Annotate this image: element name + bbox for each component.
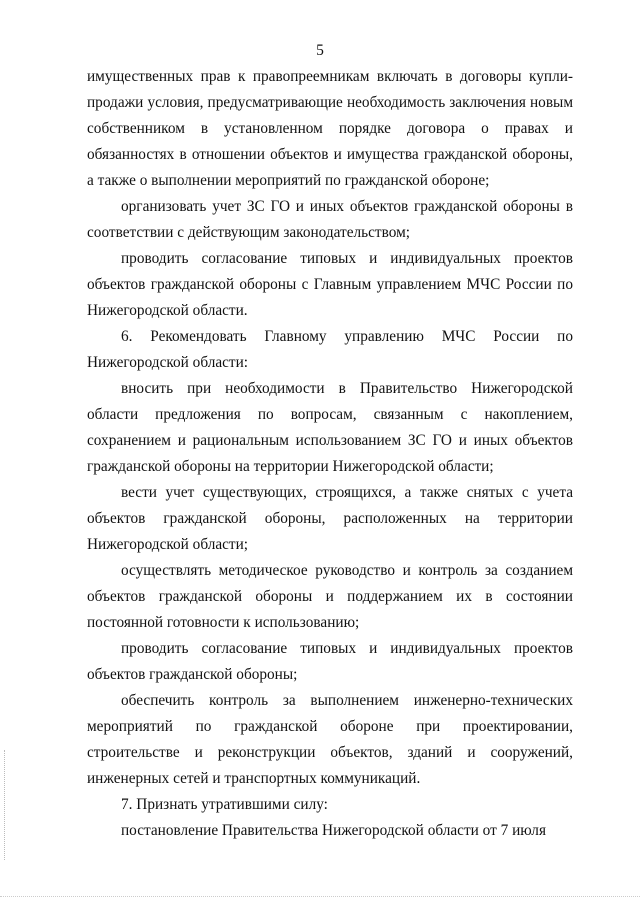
paragraph: имущественных прав к правопреемникам включать в договоры купли-продажи условия, предусматривающие необходимость заключения новым собственником в установленном порядке договора о правах и обязанностях в отношении объектов и имущества гражданской обороны, а также о выполнении мероприятий по гражданской обороне; bbox=[87, 68, 573, 189]
paragraph-item-7: 7. Признать утратившими силу: bbox=[121, 796, 328, 813]
paragraph-item-6: 6. Рекомендовать Главному управлению МЧС России по Нижегородской области: bbox=[87, 328, 573, 371]
paragraph: осуществлять методическое руководство и контроль за созданием объектов гражданской обороны и поддержанием их в состоянии постоянной готовности к использованию; bbox=[87, 562, 573, 631]
paragraph: обеспечить контроль за выполнением инженерно-технических мероприятий по гражданской обороне при проектировании, строительстве и реконструкции объектов, зданий и сооружений, инженерных сетей и транспортных коммуникаций. bbox=[87, 692, 573, 787]
scan-edge-marks bbox=[4, 750, 7, 860]
paragraph: проводить согласование типовых и индивидуальных проектов объектов гражданской обороны с Главным управлением МЧС России по Нижегородской области. bbox=[87, 250, 573, 319]
paragraph: организовать учет ЗС ГО и иных объектов гражданской обороны в соответствии с действующим законодательством; bbox=[87, 198, 573, 241]
paragraph: проводить согласование типовых и индивидуальных проектов объектов гражданской обороны; bbox=[87, 640, 573, 683]
paragraph: вносить при необходимости в Правительство Нижегородской области предложения по вопросам, связанным с накоплением, сохранением и рациональным использованием ЗС ГО и иных объектов гражданской обороны на территории Нижегородской области; bbox=[87, 380, 573, 475]
paragraph: постановление Правительства Нижегородской области от 7 июля bbox=[121, 822, 546, 839]
page-number: 5 bbox=[316, 42, 324, 59]
paragraph: вести учет существующих, строящихся, а также снятых с учета объектов гражданской обороны, расположенных на территории Нижегородской области; bbox=[87, 484, 573, 553]
body-text bbox=[87, 64, 573, 844]
scan-bottom-marks bbox=[0, 896, 640, 903]
